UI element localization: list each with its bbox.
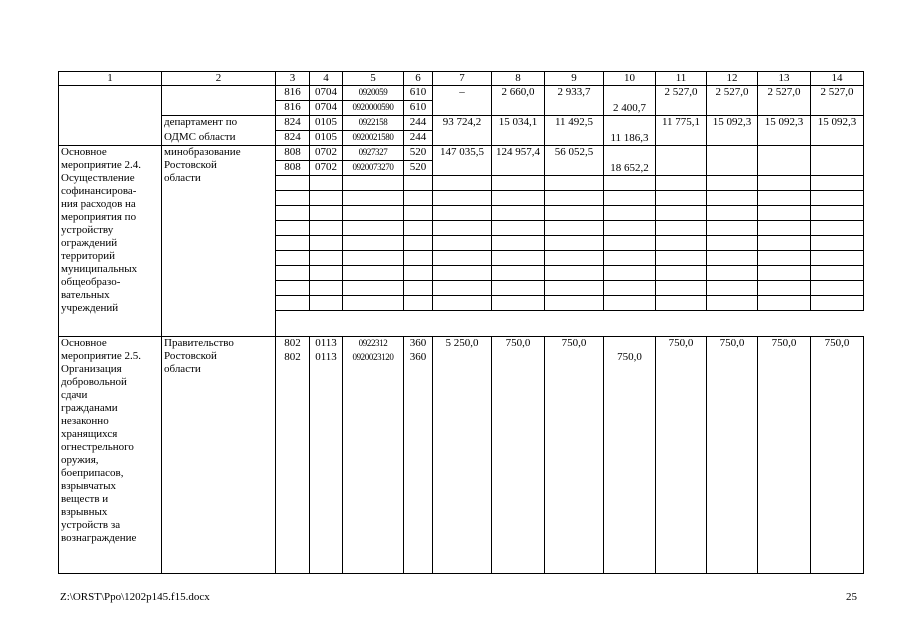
text-line: ограждений — [61, 237, 118, 249]
cell-expense-code: 610 — [404, 86, 433, 101]
text-line: минобразование — [164, 146, 241, 158]
cell-value — [604, 337, 656, 574]
header-cell: 8 — [492, 72, 545, 86]
text-line: муниципальных — [61, 263, 138, 275]
cell-empty — [59, 86, 162, 146]
cell-value: 2 527,0 — [656, 86, 707, 116]
text-line: области — [164, 172, 201, 184]
cell-value: 11 775,1 — [656, 116, 707, 146]
cell-ministry-code: 816 — [276, 101, 310, 116]
cell-empty — [656, 146, 707, 176]
cell-value: 2 527,0 — [811, 86, 864, 116]
cell-value: 750,0 — [707, 337, 758, 574]
header-cell: 6 — [404, 72, 433, 86]
cell-value: 18 652,2 — [604, 146, 656, 176]
text-line: мероприятие 2.5. — [61, 350, 142, 362]
cell-section-code: 0113 — [310, 337, 343, 352]
cell-section-code: 0702 — [310, 161, 343, 176]
header-cell: 9 — [545, 72, 604, 86]
header-cell: 1 — [59, 72, 162, 86]
footer-file-path: Z:\ORST\Ppo\1202p145.f15.docx — [60, 591, 210, 603]
text-line: Организация — [61, 363, 122, 375]
cell-ministry-code: 816 — [276, 86, 310, 101]
text-line: софинансирова- — [61, 185, 137, 197]
footer-page-number: 25 — [846, 591, 857, 603]
budget-table — [58, 71, 864, 574]
cell-section-code: 0105 — [310, 116, 343, 131]
header-cell: 10 — [604, 72, 656, 86]
cell-measure-name — [59, 337, 162, 574]
cell-value: 11 492,5 — [545, 116, 604, 146]
text-line: гражданами — [61, 402, 118, 414]
header-cell: 3 — [276, 72, 310, 86]
text-line: устройств за — [61, 519, 121, 531]
header-cell: 2 — [162, 72, 276, 86]
cell-expense-code: 360 — [404, 351, 433, 574]
cell-section-code: 0704 — [310, 86, 343, 101]
cell-expense-code: 360 — [404, 337, 433, 352]
cell-target-code: 0920021580 — [343, 131, 404, 146]
cell-expense-code: 244 — [404, 131, 433, 146]
cell-value: 750,0 — [811, 337, 864, 574]
cell-section-code: 0113 — [310, 351, 343, 574]
cell-target-code: 0920059 — [343, 86, 404, 101]
text-line: Осуществление — [61, 172, 135, 184]
cell-value: – — [433, 86, 492, 116]
text-line: Правительство — [164, 337, 234, 349]
cell-value: 93 724,2 — [433, 116, 492, 146]
cell-empty — [707, 146, 758, 176]
cell-ministry-code: 824 — [276, 131, 310, 146]
cell-expense-code: 244 — [404, 116, 433, 131]
cell-target-code: 0922158 — [343, 116, 404, 131]
cell-value: 15 034,1 — [492, 116, 545, 146]
text-line: добровольной — [61, 376, 127, 388]
cell-value: 15 092,3 — [758, 116, 811, 146]
text-line: учреждений — [61, 302, 119, 314]
cell-section-code: 0702 — [310, 146, 343, 161]
cell-value: 56 052,5 — [545, 146, 604, 176]
table-row — [59, 337, 864, 352]
text-line: хранящихся — [61, 428, 118, 440]
cell-value: 15 092,3 — [811, 116, 864, 146]
text-line: боеприпасов, — [61, 467, 124, 479]
text-line: ния расходов на — [61, 198, 136, 210]
cell-value: 750,0 — [758, 337, 811, 574]
header-cell: 5 — [343, 72, 404, 86]
cell-measure-name — [59, 146, 162, 337]
cell-executor — [162, 337, 276, 574]
cell-value: 147 035,5 — [433, 146, 492, 176]
text-line: территорий — [61, 250, 116, 262]
cell-section-code: 0704 — [310, 101, 343, 116]
cell-value: 15 092,3 — [707, 116, 758, 146]
cell-target-code: 0920023120 — [343, 351, 404, 574]
text-line: области — [164, 363, 201, 375]
cell-ministry-code: 824 — [276, 116, 310, 131]
table-row — [59, 146, 864, 161]
table-row — [59, 116, 864, 131]
value-text: 750,0 — [617, 351, 642, 363]
header-cell: 13 — [758, 72, 811, 86]
header-cell: 12 — [707, 72, 758, 86]
cell-executor — [162, 146, 276, 337]
header-row — [59, 72, 864, 86]
cell-ministry-code: 808 — [276, 161, 310, 176]
cell-value: 2 660,0 — [492, 86, 545, 116]
cell-executor: ОДМС области — [162, 131, 276, 146]
cell-ministry-code: 802 — [276, 337, 310, 352]
cell-value: 5 250,0 — [433, 337, 492, 574]
cell-empty — [758, 146, 811, 176]
cell-value: 750,0 — [492, 337, 545, 574]
cell-value: 2 400,7 — [604, 86, 656, 116]
header-cell: 7 — [433, 72, 492, 86]
cell-value: 124 957,4 — [492, 146, 545, 176]
cell-ministry-code: 808 — [276, 146, 310, 161]
cell-value: 2 527,0 — [758, 86, 811, 116]
cell-ministry-code: 802 — [276, 351, 310, 574]
text-line: Основное — [61, 146, 107, 158]
text-line: взрывных — [61, 506, 108, 518]
cell-section-code: 0105 — [310, 131, 343, 146]
text-line: Ростовской — [164, 350, 217, 362]
header-cell: 4 — [310, 72, 343, 86]
text-line: общеобразо- — [61, 276, 121, 288]
cell-value: 750,0 — [656, 337, 707, 574]
cell-value: 2 933,7 — [545, 86, 604, 116]
text-line: веществ и — [61, 493, 109, 505]
text-line: взрывчатых — [61, 480, 117, 492]
text-line: Основное — [61, 337, 107, 349]
cell-target-code: 0922312 — [343, 337, 404, 352]
table-row — [59, 86, 864, 101]
text-line: огнестрельного — [61, 441, 134, 453]
cell-target-code: 0920073270 — [343, 161, 404, 176]
text-line: незаконно — [61, 415, 109, 427]
text-line: сдачи — [61, 389, 88, 401]
text-line: мероприятия по — [61, 211, 137, 223]
cell-empty — [811, 146, 864, 176]
cell-executor: департамент по — [162, 116, 276, 131]
cell-target-code: 0920000590 — [343, 101, 404, 116]
text-line: вознаграждение — [61, 532, 137, 544]
cell-value: 750,0 — [545, 337, 604, 574]
text-line: Ростовской — [164, 159, 217, 171]
cell-target-code: 0927327 — [343, 146, 404, 161]
text-line: мероприятие 2.4. — [61, 159, 142, 171]
cell-expense-code: 520 — [404, 146, 433, 161]
header-cell: 14 — [811, 72, 864, 86]
cell-expense-code: 610 — [404, 101, 433, 116]
text-line: оружия, — [61, 454, 99, 466]
cell-value: 2 527,0 — [707, 86, 758, 116]
text-line: устройству — [61, 224, 114, 236]
cell-value: 11 186,3 — [604, 116, 656, 146]
cell-empty — [162, 86, 276, 116]
cell-expense-code: 520 — [404, 161, 433, 176]
header-cell: 11 — [656, 72, 707, 86]
text-line: вательных — [61, 289, 110, 301]
